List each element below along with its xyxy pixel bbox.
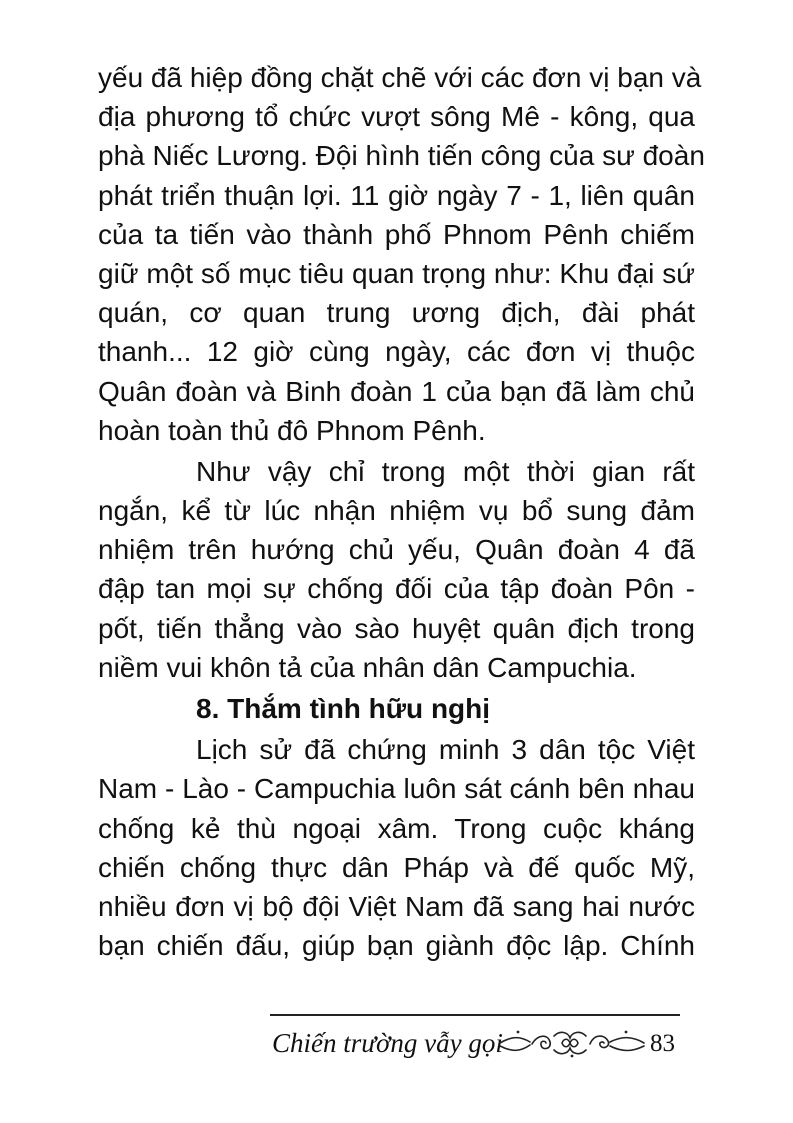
text-line: Nam - Lào - Campuchia luôn sát cánh bên nhau	[98, 773, 695, 805]
book-title: Chiến trường vẫy gọi	[272, 1028, 503, 1058]
text-line: niềm vui khôn tả của nhân dân Campuchia.	[98, 651, 637, 683]
paragraph-1	[98, 58, 705, 450]
text-line: phà Niếc Lương. Đội hình tiến công của sư đoàn	[98, 140, 705, 172]
text-line: phát triển thuận lợi. 11 giờ ngày 7 - 1, liên quân	[98, 179, 695, 211]
text-line: quán, cơ quan trung ương địch, đài phát	[98, 297, 695, 329]
text-line: của ta tiến vào thành phố Phnom Pênh chiếm	[98, 218, 695, 250]
text-line: nhiều đơn vị bộ đội Việt Nam đã sang hai nước	[98, 890, 695, 922]
text-line: thanh... 12 giờ cùng ngày, các đơn vị thuộc	[98, 336, 695, 368]
page-number: 83	[650, 1030, 675, 1057]
text-line: hoàn toàn thủ đô Phnom Pênh.	[98, 414, 486, 446]
text-line: giữ một số mục tiêu quan trọng như: Khu đại sứ	[98, 257, 695, 289]
text-line: pốt, tiến thẳng vào sào huyệt quân địch trong	[98, 612, 695, 644]
paragraph-2	[98, 452, 695, 687]
text-line: nhiệm trên hướng chủ yếu, Quân đoàn 4 đã	[98, 534, 695, 566]
text-line: chiến chống thực dân Pháp và đế quốc Mỹ,	[98, 851, 695, 883]
text-line: Như vậy chỉ trong một thời gian rất	[196, 455, 695, 487]
text-line: yếu đã hiệp đồng chặt chẽ với các đơn vị bạn và	[98, 62, 702, 93]
text-line: địa phương tổ chức vượt sông Mê - kông, qua	[98, 101, 695, 133]
text-line: chống kẻ thù ngoại xâm. Trong cuộc kháng	[98, 812, 695, 844]
text-line: đập tan mọi sự chống đối của tập đoàn Pôn -	[98, 573, 695, 605]
body-text	[98, 58, 705, 965]
text-line: Quân đoàn và Binh đoàn 1 của bạn đã làm chủ	[98, 375, 695, 407]
text-line: bạn chiến đấu, giúp bạn giành độc lập. Chính	[98, 930, 695, 962]
page-footer	[270, 1014, 680, 1064]
text-line: ngắn, kể từ lúc nhận nhiệm vụ bổ sung đảm	[98, 495, 695, 527]
section-heading: 8. Thắm tình hữu nghị	[196, 693, 491, 724]
text-line: Lịch sử đã chứng minh 3 dân tộc Việt	[196, 734, 695, 766]
paragraph-3	[98, 730, 695, 965]
footer-rule	[270, 1014, 680, 1016]
flourish-ornament-icon	[498, 1026, 648, 1060]
